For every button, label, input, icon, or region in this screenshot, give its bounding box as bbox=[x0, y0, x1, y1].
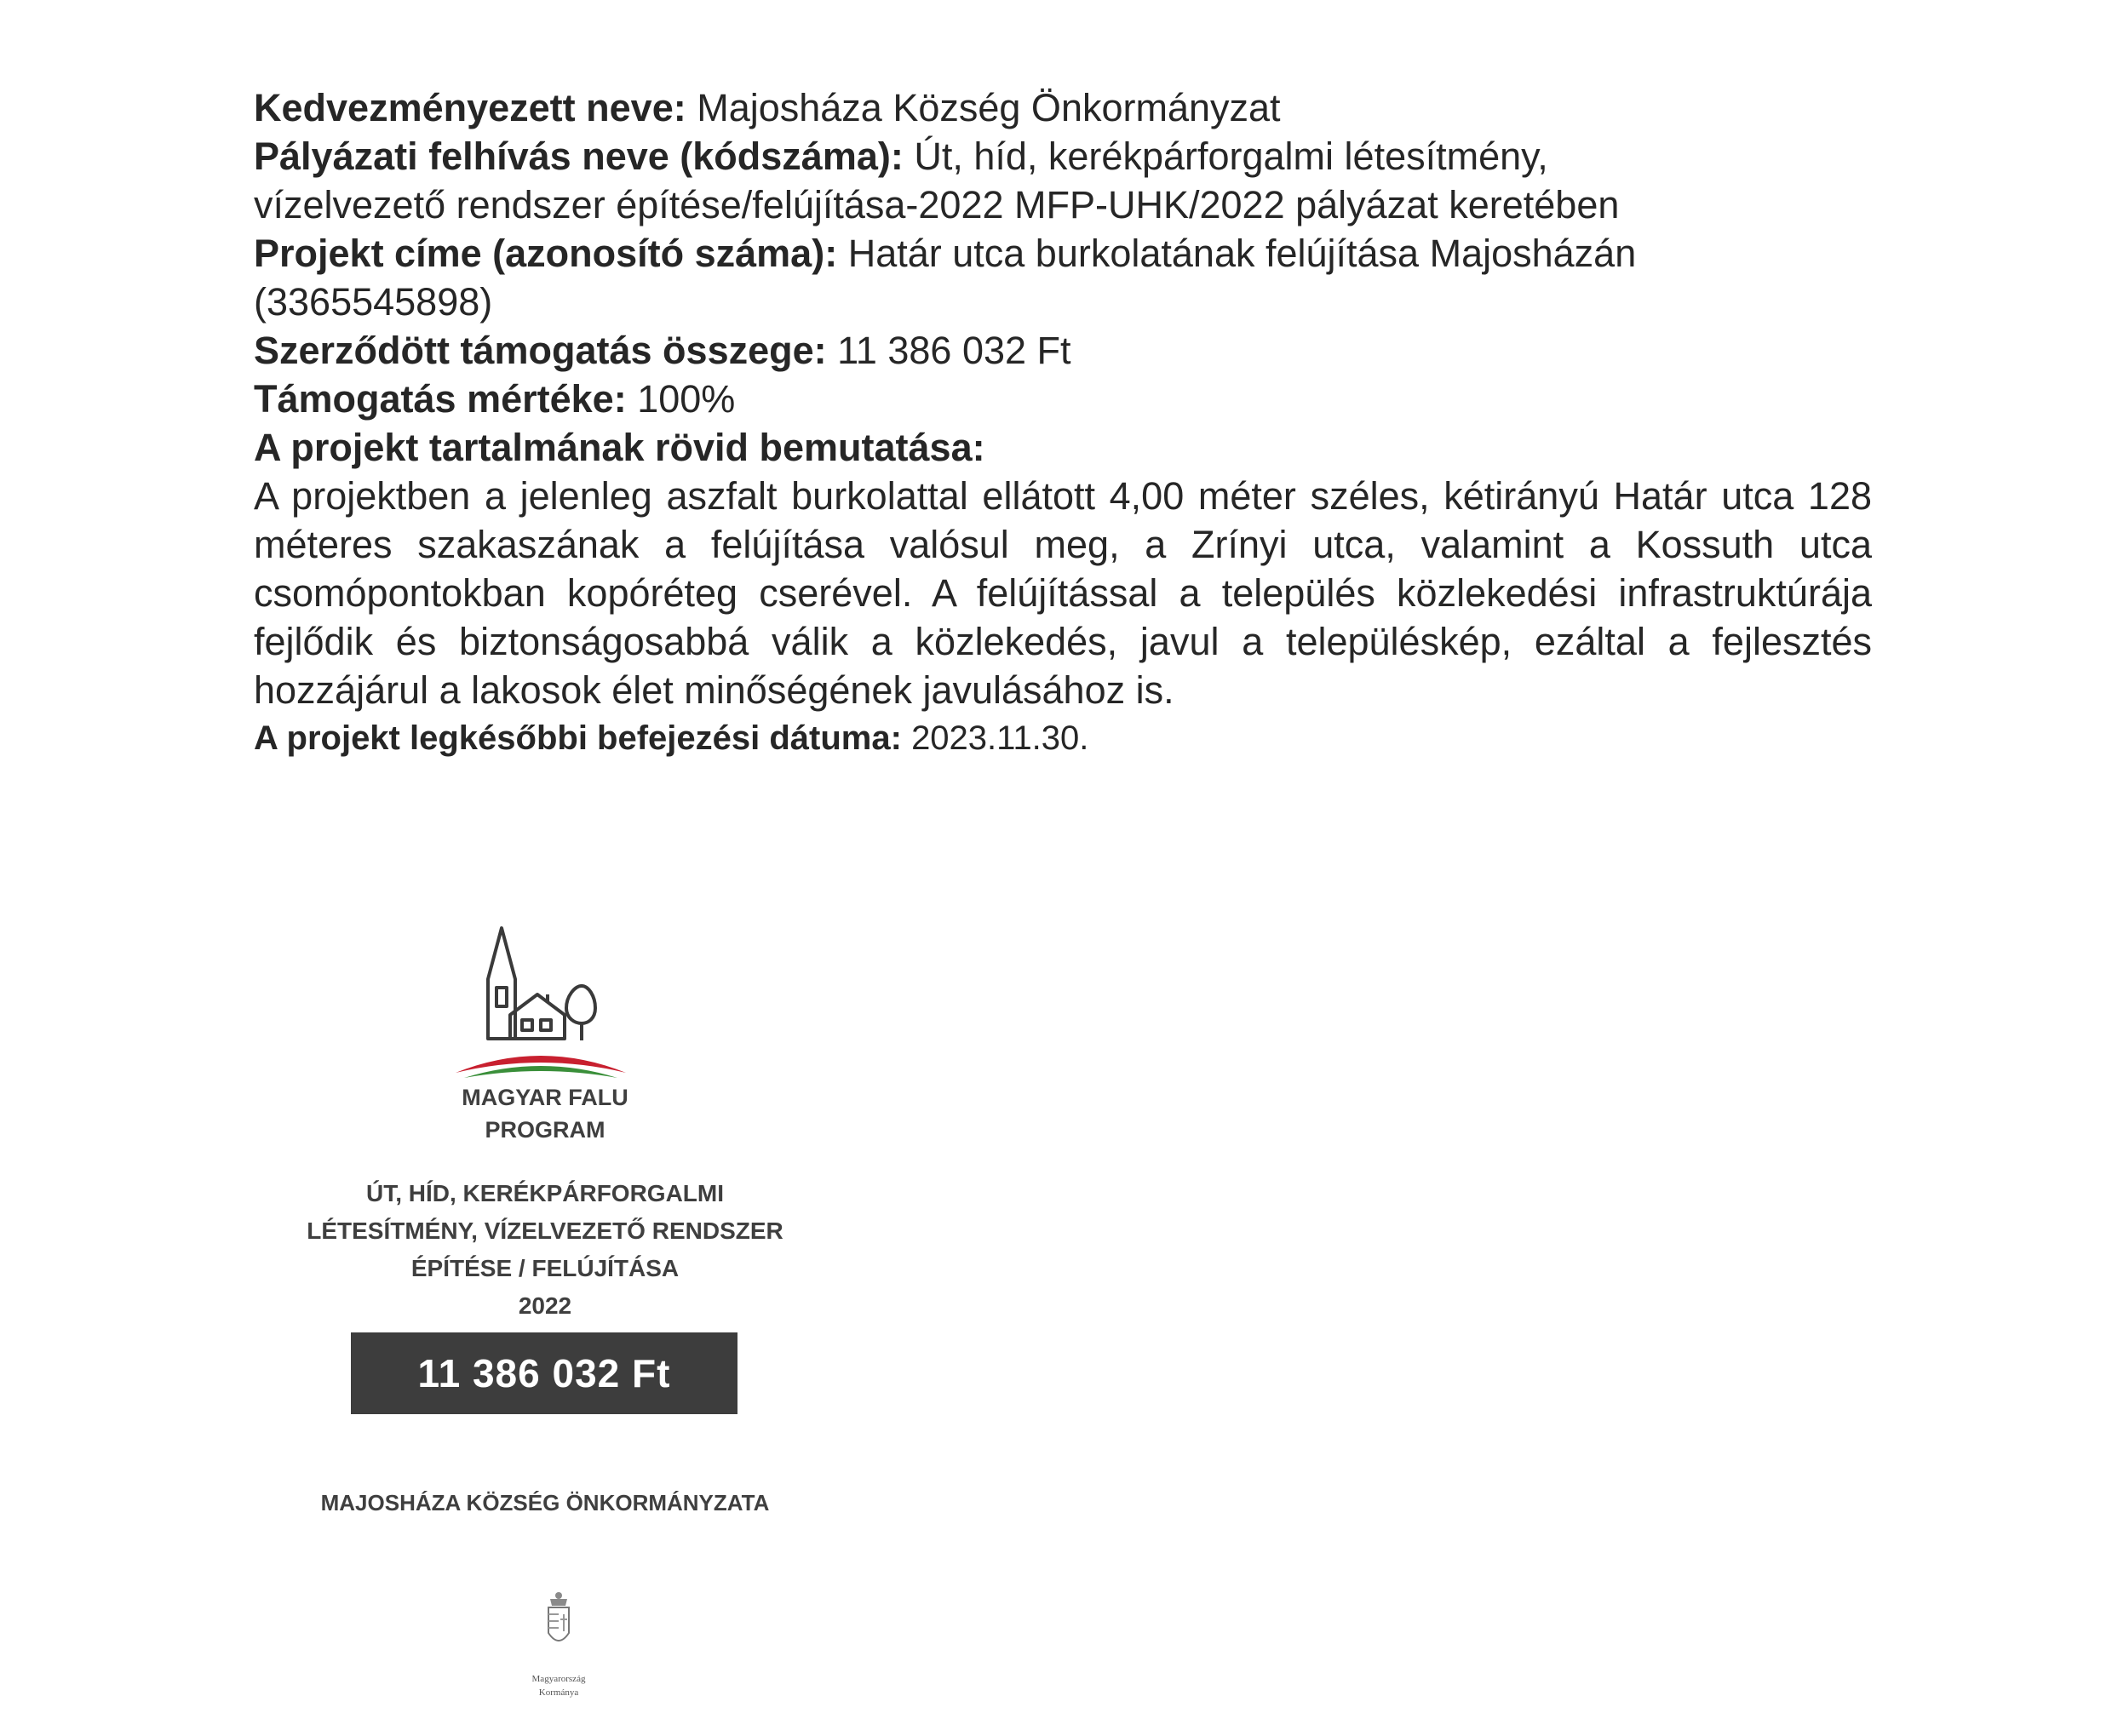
crest-line1: Magyarország bbox=[531, 1674, 586, 1684]
grant-label: Szerződött támogatás összege: bbox=[254, 329, 827, 372]
call-value-line2: vízelvezető rendszer építése/felújítása-2022 MFP-UHK/2022 pályázat keretében bbox=[254, 183, 1620, 226]
project-id: (3365545898) bbox=[254, 280, 493, 324]
rate-value: 100% bbox=[637, 377, 736, 421]
beneficiary-value: Majosháza Község Önkormányzat bbox=[697, 86, 1281, 129]
logo-line2: PROGRAM bbox=[485, 1117, 605, 1143]
amount-value: 11 386 032 Ft bbox=[417, 1351, 671, 1395]
crest-text bbox=[491, 1672, 627, 1699]
poster-call-line2: LÉTESÍTMÉNY, VÍZELVEZETŐ RENDSZER bbox=[307, 1217, 783, 1244]
rate-label: Támogatás mértéke: bbox=[254, 377, 627, 421]
deadline-value: 2023.11.30. bbox=[911, 719, 1089, 757]
project-label: Projekt címe (azonosító száma): bbox=[254, 232, 838, 275]
crest-line2: Kormánya bbox=[538, 1687, 579, 1698]
deadline-label: A projekt legkésőbbi befejezési dátuma: bbox=[254, 719, 902, 757]
poster-call-line1: ÚT, HÍD, KERÉKPÁRFORGALMI bbox=[366, 1180, 724, 1206]
poster-call-title bbox=[255, 1175, 835, 1325]
grant-value: 11 386 032 Ft bbox=[837, 329, 1071, 372]
beneficiary-label: Kedvezményezett neve: bbox=[254, 86, 686, 129]
call-row bbox=[254, 132, 1872, 180]
project-value: Határ utca burkolatának felújítása Majosházán bbox=[847, 232, 1637, 275]
summary-heading: A projekt tartalmának rövid bemutatása: bbox=[254, 426, 985, 469]
amount-box bbox=[351, 1332, 737, 1414]
poster-call-year: 2022 bbox=[518, 1292, 572, 1319]
government-crest bbox=[491, 1584, 627, 1711]
poster-call-line3: ÉPÍTÉSE / FELÚJÍTÁSA bbox=[410, 1255, 680, 1281]
call-label: Pályázati felhívás neve (kódszáma): bbox=[254, 135, 904, 178]
deadline-row bbox=[254, 714, 1872, 763]
hungarian-coat-of-arms-icon bbox=[491, 1584, 627, 1669]
beneficiary-row bbox=[254, 83, 1872, 132]
logo-line1: MAGYAR FALU bbox=[462, 1085, 628, 1110]
call-value-line1: Út, híd, kerékpárforgalmi létesítmény, bbox=[914, 135, 1548, 178]
grant-row bbox=[254, 326, 1872, 375]
rate-row bbox=[254, 375, 1872, 423]
poster-beneficiary: MAJOSHÁZA KÖZSÉG ÖNKORMÁNYZATA bbox=[320, 1490, 770, 1515]
project-info bbox=[254, 83, 1872, 763]
project-row bbox=[254, 229, 1872, 278]
logo-title bbox=[255, 1081, 835, 1146]
summary-text: A projektben a jelenleg aszfalt burkolattal ellátott 4,00 méter széles, kétirányú Határ utca 128 méteres szakaszának a felújítása valósul meg, a Zrínyi utca, valamint a Kossuth utca csomópontokban kopóréteg cserével. A felújítással a település közlekedési infrastruktúrája fejlődik és biztonságosabbá válik a közlekedés, javul a településkép, ezáltal a fejlesztés hozzájárul a lakosok élet minőségének javulásához is. bbox=[254, 474, 1872, 712]
